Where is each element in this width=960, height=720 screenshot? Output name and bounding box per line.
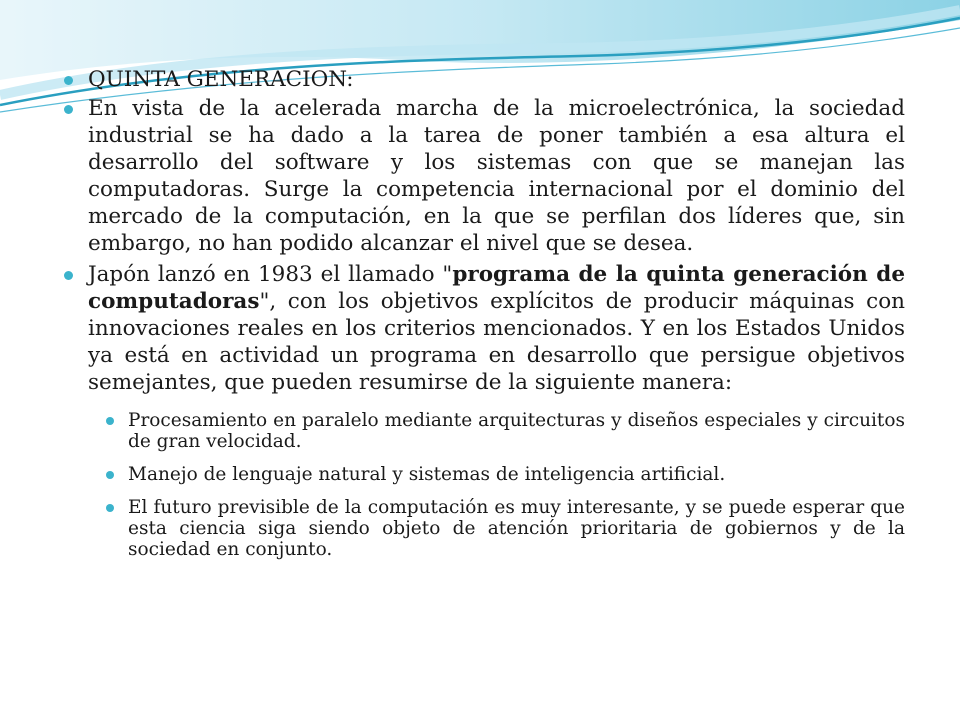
bullet-paragraph-2 bbox=[60, 261, 905, 396]
bullet-dot-icon bbox=[64, 271, 73, 280]
sub-bullet-3 bbox=[60, 497, 905, 560]
sub-bullet-text: Procesamiento en paralelo mediante arquitecturas y diseños especiales y circuitos de gran velocidad. bbox=[128, 410, 905, 452]
sub-bullet-1 bbox=[60, 410, 905, 452]
paragraph-text-before: Japón lanzó en 1983 el llamado " bbox=[88, 262, 453, 287]
section-heading: QUINTA GENERACION: bbox=[88, 67, 354, 92]
sub-bullet-2 bbox=[60, 464, 905, 485]
sub-bullet-text: Manejo de lenguaje natural y sistemas de inteligencia artificial. bbox=[128, 464, 726, 485]
paragraph-text-after: ", con los objetivos explícitos de producir máquinas con innovaciones reales en los criterios mencionados. Y en los Estados Unidos ya está en actividad un programa en desarrollo que persigue objetivos semejantes, que pueden resumirse de la siguiente manera: bbox=[88, 289, 905, 395]
paragraph-text: En vista de la acelerada marcha de la microelectrónica, la sociedad industrial se ha dado a la tarea de poner también a esa altura el desarrollo del software y los sistemas con que se manejan las computadoras. Surge la competencia internacional por el dominio del mercado de la computación, en la que se perfilan dos líderes que, sin embargo, no han podido alcanzar el nivel que se desea. bbox=[88, 96, 905, 256]
paragraph-bold-text: programa de la quinta generación de computadoras bbox=[88, 262, 905, 314]
bullet-dot-icon bbox=[64, 76, 73, 85]
bullet-heading bbox=[60, 66, 905, 93]
sub-bullet-dot-icon bbox=[106, 417, 114, 425]
sub-bullet-dot-icon bbox=[106, 504, 114, 512]
bullet-paragraph-1 bbox=[60, 95, 905, 257]
slide-body bbox=[60, 66, 905, 572]
sub-bullet-text: El futuro previsible de la computación es muy interesante, y se puede esperar que esta ciencia siga siendo objeto de atención prioritaria de gobiernos y de la sociedad en conjunto. bbox=[128, 497, 905, 560]
bullet-dot-icon bbox=[64, 105, 73, 114]
sub-bullet-dot-icon bbox=[106, 471, 114, 479]
